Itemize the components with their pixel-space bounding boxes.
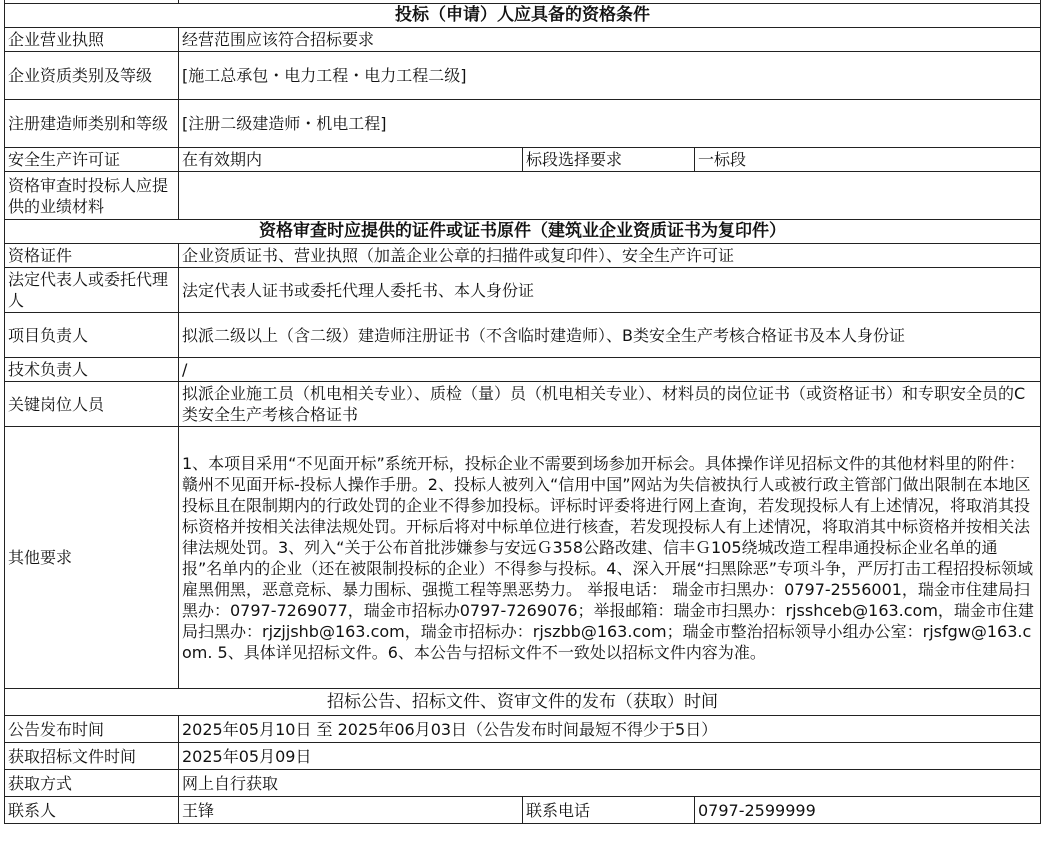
qualification-category-label: 企业资质类别及等级 bbox=[5, 52, 179, 100]
contact-person-value: 王锋 bbox=[179, 797, 523, 824]
other-requirements-label: 其他要求 bbox=[5, 427, 179, 689]
section-header-release bbox=[5, 689, 1041, 716]
section-title: 投标（申请）人应具备的资格条件 bbox=[5, 4, 1041, 28]
row-qualification-category bbox=[5, 52, 1041, 100]
other-requirements-value: 1、本项目采用“不见面开标”系统开标，投标企业不需要到场参加开标会。具体操作详见招标文件的其他材料里的附件：赣州不见面开标-投标人操作手册。2、投标人被列入“信用中国”网站为失信被执行人或被行政主管部门做出限制在本地区投标且在限制期内的行政处罚的企业不得参加投标。评标时评委将进行网上查询，若发现投标人有上述情况，将取消其投标资格并按相关法律法规处罚。开标后将对中标单位进行核查，若发现投标人有上述情况，将取消其中标资格并按相关法律法规处罚。3、列入“关于公布首批涉嫌参与安远Ｇ358公路改建、信丰Ｇ105绕城改造工程串通投标企业名单的通报”名单内的企业（还在被限制投标的企业）不得参与投标。4、深入开展“扫黑除恶”专项斗争，严厉打击工程招投标领域雇黑佣黑，恶意竞标、暴力围标、强揽工程等黑恶势力。 举报电话： 瑞金市扫黑办：0797-2556001，瑞金市住建局扫黑办：0797-7269077，瑞金市招标办0797-7269076；举报邮箱：瑞金市扫黑办：rjsshceb@163.com，瑞金市住建局扫黑办：rjzjjshb@163.com，瑞金市招标办：rjszbb@163.com；瑞金市整治招标领导小组办公室：rjsfgw@163.com. 5、具体详见招标文件。6、本公告与招标文件不一致处以招标文件内容为准。 bbox=[179, 427, 1041, 689]
registered-builder-value: [注册二级建造师・机电工程] bbox=[179, 100, 1041, 148]
section-title: 资格审查时应提供的证件或证书原件（建筑业企业资质证书为复印件） bbox=[5, 220, 1041, 244]
row-other-requirements bbox=[5, 427, 1041, 689]
performance-materials-value bbox=[179, 172, 1041, 220]
row-registered-builder bbox=[5, 100, 1041, 148]
row-performance-materials bbox=[5, 172, 1041, 220]
business-license-value: 经营范围应该符合招标要求 bbox=[179, 28, 1041, 52]
row-key-personnel bbox=[5, 382, 1041, 427]
row-obtain-documents-time bbox=[5, 743, 1041, 770]
tender-info-table bbox=[4, 0, 1041, 824]
contact-phone-value: 0797-2599999 bbox=[695, 797, 1041, 824]
registered-builder-label: 注册建造师类别和等级 bbox=[5, 100, 179, 148]
row-safety-permit bbox=[5, 148, 1041, 172]
key-personnel-value: 拟派企业施工员（机电相关专业）、质检（量）员（机电相关专业）、材料员的岗位证书（或资格证书）和专职安全员的C类安全生产考核合格证书 bbox=[179, 382, 1041, 427]
safety-permit-label: 安全生产许可证 bbox=[5, 148, 179, 172]
row-legal-representative bbox=[5, 268, 1041, 313]
technical-lead-label: 技术负责人 bbox=[5, 358, 179, 382]
row-announcement-time bbox=[5, 716, 1041, 743]
legal-representative-label: 法定代表人或委托代理人 bbox=[5, 268, 179, 313]
obtain-method-label: 获取方式 bbox=[5, 770, 179, 797]
row-project-manager bbox=[5, 313, 1041, 358]
performance-materials-label: 资格审查时投标人应提供的业绩材料 bbox=[5, 172, 179, 220]
qualification-category-value: [施工总承包・电力工程・电力工程二级] bbox=[179, 52, 1041, 100]
section-title: 招标公告、招标文件、资审文件的发布（获取）时间 bbox=[5, 689, 1041, 716]
lot-selection-value: 一标段 bbox=[695, 148, 1041, 172]
safety-permit-value: 在有效期内 bbox=[179, 148, 523, 172]
row-technical-lead bbox=[5, 358, 1041, 382]
project-manager-label: 项目负责人 bbox=[5, 313, 179, 358]
key-personnel-label: 关键岗位人员 bbox=[5, 382, 179, 427]
certificates-label: 资格证件 bbox=[5, 244, 179, 268]
business-license-label: 企业营业执照 bbox=[5, 28, 179, 52]
row-obtain-method bbox=[5, 770, 1041, 797]
contact-person-label: 联系人 bbox=[5, 797, 179, 824]
row-contact bbox=[5, 797, 1041, 824]
legal-representative-value: 法定代表人证书或委托代理人委托书、本人身份证 bbox=[179, 268, 1041, 313]
obtain-method-value: 网上自行获取 bbox=[179, 770, 1041, 797]
certificates-value: 企业资质证书、营业执照（加盖企业公章的扫描件或复印件）、安全生产许可证 bbox=[179, 244, 1041, 268]
row-certificates bbox=[5, 244, 1041, 268]
announcement-time-label: 公告发布时间 bbox=[5, 716, 179, 743]
row-business-license bbox=[5, 28, 1041, 52]
project-manager-value: 拟派二级以上（含二级）建造师注册证书（不含临时建造师）、B类安全生产考核合格证书及本人身份证 bbox=[179, 313, 1041, 358]
announcement-time-value: 2025年05月10日 至 2025年06月03日（公告发布时间最短不得少于5日） bbox=[179, 716, 1041, 743]
contact-phone-label: 联系电话 bbox=[523, 797, 695, 824]
obtain-documents-time-label: 获取招标文件时间 bbox=[5, 743, 179, 770]
lot-selection-label: 标段选择要求 bbox=[523, 148, 695, 172]
obtain-documents-time-value: 2025年05月09日 bbox=[179, 743, 1041, 770]
section-header-qualification bbox=[5, 4, 1041, 28]
section-header-certificates bbox=[5, 220, 1041, 244]
technical-lead-value: / bbox=[179, 358, 1041, 382]
